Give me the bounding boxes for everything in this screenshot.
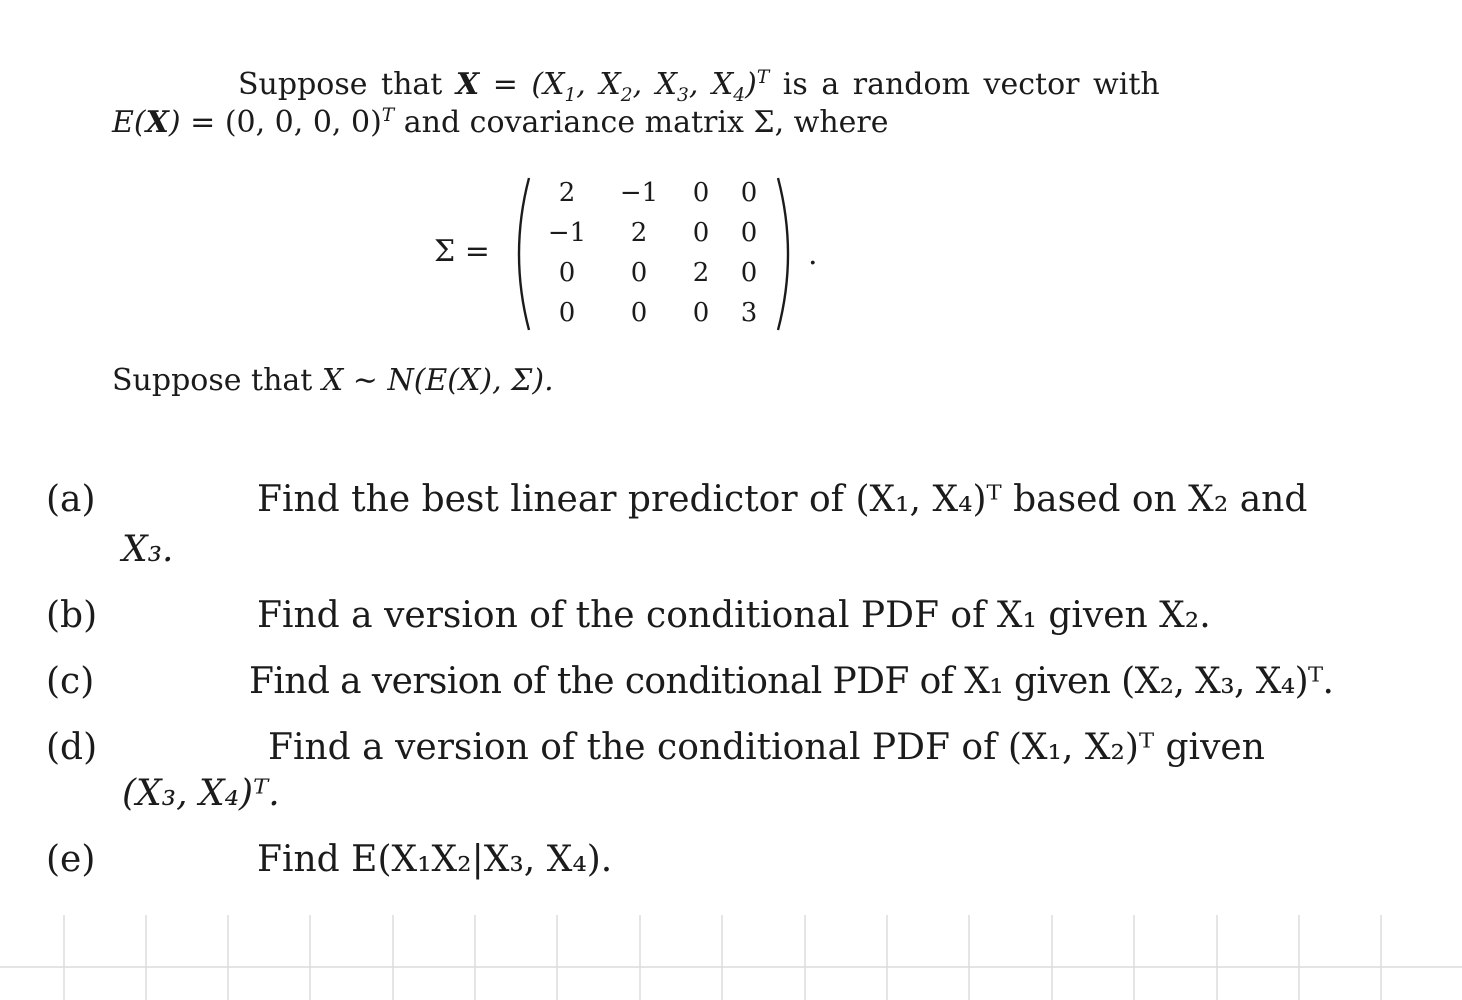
vector-x-symbol: X (455, 67, 480, 102)
matrix-cell: 2 (692, 258, 710, 288)
item-a-label: (a) (46, 479, 96, 520)
intro-line2-tail: and covariance matrix Σ, where (394, 105, 889, 140)
item-c-text: Find a version of the conditional PDF of X₁ given (X₂, X₃, X₄)ᵀ. (249, 661, 1334, 702)
item-c-label: (c) (46, 661, 95, 702)
matrix-cell: 3 (740, 298, 758, 328)
intro-line1-tail: is a random vector with (769, 67, 1160, 102)
item-d-label: (d) (46, 727, 98, 768)
normal-expression: X ∼ N(E(X), Σ). (321, 363, 554, 398)
matrix-cell: −1 (547, 218, 587, 248)
intro-line-2: E(X) = (0, 0, 0, 0)$^T$ and covariance matrix Σ, where (112, 105, 889, 140)
item-e-label: (e) (46, 839, 96, 880)
matrix-cell: 0 (692, 218, 710, 248)
matrix-cell: 2 (630, 218, 648, 248)
matrix-cell: 0 (740, 258, 758, 288)
matrix-cell: 0 (630, 258, 648, 288)
matrix-cell: 0 (740, 218, 758, 248)
matrix-cell: 0 (558, 298, 576, 328)
item-d-text: Find a version of the conditional PDF of (X₁, X₂)ᵀ given (268, 727, 1265, 768)
matrix-cell: 0 (692, 298, 710, 328)
item-b-text: Find a version of the conditional PDF of X₁ given X₂. (257, 595, 1211, 636)
covariance-matrix (505, 172, 805, 332)
matrix-cell: 0 (692, 178, 710, 208)
matrix-cell: 0 (740, 178, 758, 208)
intro-lead-text: Suppose that (238, 67, 456, 102)
item-e-text: Find E(X₁X₂|X₃, X₄). (257, 839, 613, 880)
matrix-cell: 2 (558, 178, 576, 208)
item-a-continuation: X₃. (122, 529, 174, 570)
item-a-text: Find the best linear predictor of (X₁, X₄)ᵀ based on X₂ and (257, 479, 1308, 520)
matrix-cell: 0 (630, 298, 648, 328)
item-b-label: (b) (46, 595, 98, 636)
matrix-period: . (808, 237, 818, 272)
matrix-cell: −1 (619, 178, 659, 208)
background-grid (0, 915, 1462, 1000)
sigma-label: Σ = (434, 234, 490, 269)
matrix-cell: 0 (558, 258, 576, 288)
intro-line-1: Suppose that $X = (X_1$, $X_2$, $X_3$, $X_4)^T$ is a random vector with (238, 67, 1160, 106)
item-d-continuation: (X₃, X₄)ᵀ. (122, 773, 280, 814)
normal-statement: Suppose that X ∼ N(E(X), Σ). (112, 363, 554, 398)
